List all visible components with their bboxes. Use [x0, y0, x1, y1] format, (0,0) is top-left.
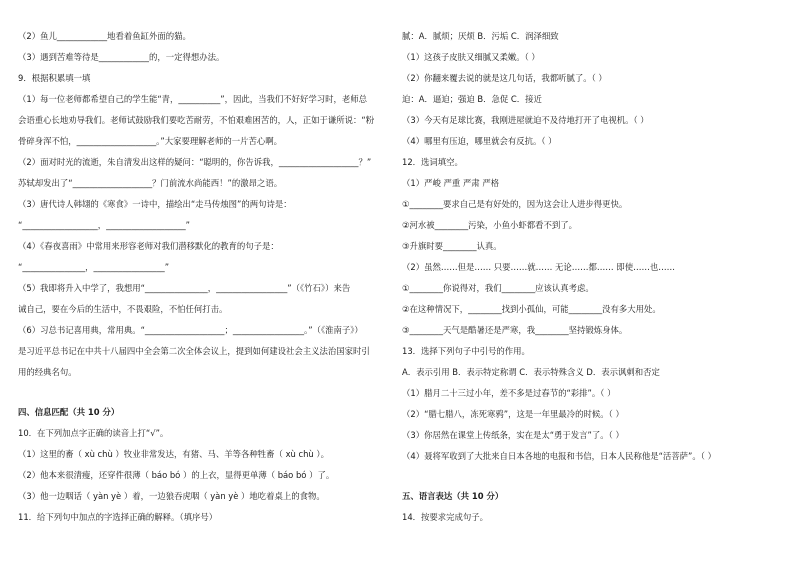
question-line: ③升旗时要________认真。: [402, 241, 502, 251]
question-heading: 14．按要求完成句子。: [402, 512, 489, 522]
question-line: （4）《春夜喜雨》中常用来形容老师对我们潜移默化的教育的句子是：: [18, 241, 279, 251]
question-line: （1）每一位老师都希望自己的学生能“青，__________”，因此，当我们不好好学习时，老师总: [18, 94, 368, 104]
question-line: （2）面对时光的流逝，朱自清发出这样的疑问：“聪明的，你告诉我，___________________？”: [18, 157, 372, 167]
section-heading: 五、语言表达（共 10 分）: [402, 491, 504, 501]
question-heading: 9．根据积累填一填: [18, 73, 91, 83]
question-heading: 11．给下列句中加点的字选择正确的解释。（填序号）: [18, 512, 218, 522]
question-line: 苏轼却发出了“___________________？门前流水尚能西！”的激昂之语。: [18, 178, 283, 188]
left-column: [18, 0, 390, 561]
question-heading: 10．在下列加点字正确的读音上打“√”。: [18, 428, 169, 438]
question-line: （1）腊月二十三过小年，差不多是过春节的“彩排”。（ ）: [402, 388, 616, 398]
question-line: 腻：A．腻烦；厌烦 B．污垢 C．润泽细致: [402, 31, 559, 41]
question-line: “__________________，___________________”: [18, 220, 190, 230]
question-line: （3）唐代诗人韩翃的《寒食》一诗中，描绘出“走马传烛图”的两句诗是：: [18, 199, 292, 209]
question-line: ③________天气是酷暑还是严寒，我________坚持锻炼身体。: [402, 325, 628, 335]
question-line: （4）聂将军收到了大批来自日本各地的电报和书信，日本人民称他是“活菩萨”。（ ）: [402, 451, 716, 461]
question-line: ①________要求自己是有好处的，因为这会让人进步得更快。: [402, 199, 628, 209]
question-line: （1）这里的畜（ xù chù ）牧业非常发达，有猪、马、羊等各种牲畜（ xù chù ）。: [18, 449, 329, 459]
question-line: （2）鱼儿____________地看着鱼缸外面的猫。: [18, 31, 191, 41]
question-line: （2）虽然……但是…… 只要……就…… 无论……都…… 即使……也……: [402, 262, 675, 272]
question-heading: 13．选择下列句子中引号的作用。: [402, 346, 530, 356]
question-line: （3）你居然在课堂上传纸条，实在是太“勇于发言”了。（ ）: [402, 430, 624, 440]
section-heading: 四、信息匹配（共 10 分）: [18, 407, 120, 417]
question-line: 诫自己，要在今后的生活中，不畏艰险，不怕任何打击。: [18, 304, 228, 314]
question-line: （3）今天有足球比赛，我刚进屋就迫不及待地打开了电视机。（ ）: [402, 115, 649, 125]
question-line: A．表示引用 B．表示特定称谓 C．表示特殊含义 D．表示讽刺和否定: [402, 367, 660, 377]
question-line: 是习近平总书记在中共十八届四中全会第二次全体会议上，提到如何建设社会主义法治国家时引: [18, 346, 370, 356]
question-line: （5）我即将升入中学了，我想用“_______________，_________________”（《竹石》）来告: [18, 283, 351, 293]
question-line: 骨碎身浑不怕，___________________。”大家要理解老师的一片苦心啊。: [18, 136, 282, 146]
question-line: ①________你说得对，我们________应该认真考虑。: [402, 283, 594, 293]
question-line: （1）这孩子皮肤又细腻又柔嫩。（ ）: [402, 52, 540, 62]
question-line: （6）习总书记喜用典，常用典。“___________________；_________________。”（《淮南子》）: [18, 325, 363, 335]
question-line: 用的经典名句。: [18, 367, 77, 377]
question-line: “_______________，_________________”: [18, 262, 170, 272]
question-heading: 12．选词填空。: [402, 157, 463, 167]
question-line: ②在这种情况下，________找到小孤仙，可能________没有多大用处。: [402, 304, 661, 314]
right-column: [402, 0, 774, 561]
question-line: （2）“腊七腊八，冻死寒鸦”，这是一年里最冷的时候。（ ）: [402, 409, 624, 419]
question-line: （1）严峻 严重 严肃 严格: [402, 178, 500, 188]
question-line: （2）你翻来覆去说的就是这几句话，我都听腻了。（ ）: [402, 73, 607, 83]
question-line: （3）他一边咽话（ yàn yè ）着，一边狼吞虎咽（ yàn yè ）地吃着桌上的食物。: [18, 491, 325, 501]
question-line: 会语重心长地劝导我们。老师试鼓励我们要吃苦耐劳，不怕艰难困苦的，人，正如于谦所说：“粉: [18, 115, 375, 125]
question-line: （4）哪里有压迫，哪里就会有反抗。（ ）: [402, 136, 557, 146]
question-line: （2）他本来很清瘦，还穿件很薄（ báo bó ）的上衣，显得更单薄（ báo bó ）了。: [18, 470, 335, 480]
question-line: （3）遇到苦难等待是____________的，一定得想办法。: [18, 52, 225, 62]
question-line: 迫：A．逼迫；强迫 B．急促 C．接近: [402, 94, 542, 104]
question-line: ②河水被________污染，小鱼小虾都看不到了。: [402, 220, 578, 230]
